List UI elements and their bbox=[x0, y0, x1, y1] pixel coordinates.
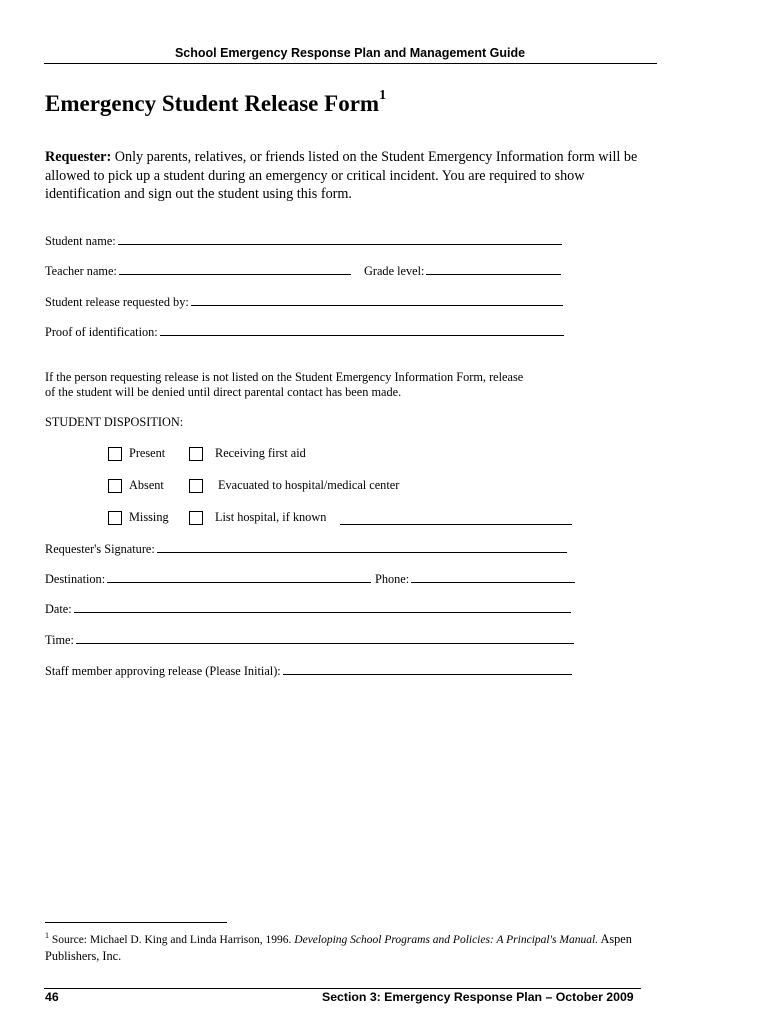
missing-label: Missing bbox=[129, 510, 169, 524]
release-note-line2: of the student will be denied until direct parental contact has been made. bbox=[45, 385, 402, 399]
list-hospital-label: List hospital, if known bbox=[215, 510, 327, 524]
student-name-label: Student name: bbox=[45, 234, 116, 248]
header-rule bbox=[44, 63, 657, 64]
grade-level-label: Grade level: bbox=[364, 264, 425, 278]
present-checkbox[interactable] bbox=[108, 447, 122, 461]
release-requested-label: Student release requested by: bbox=[45, 295, 189, 309]
staff-approval-line[interactable] bbox=[283, 663, 572, 675]
running-header: School Emergency Response Plan and Management Guide bbox=[174, 46, 526, 60]
intro-text: Only parents, relatives, or friends listed on the Student Emergency Information form will be allowed to pick up a student during an emergency or critical incident. You are required to show identification and sign out the student using this form. bbox=[45, 149, 638, 203]
time-label: Time: bbox=[45, 633, 74, 647]
footer-section: Section 3: Emergency Response Plan – October 2009 bbox=[322, 990, 634, 1004]
grade-level-row bbox=[364, 263, 561, 279]
destination-label: Destination: bbox=[45, 572, 106, 586]
signature-row bbox=[45, 541, 567, 557]
teacher-name-line[interactable] bbox=[119, 263, 351, 275]
student-name-line[interactable] bbox=[118, 233, 562, 245]
page-number: 46 bbox=[45, 990, 59, 1004]
release-note-line1: If the person requesting release is not listed on the Student Emergency Information Form, release bbox=[45, 370, 524, 384]
release-requested-line[interactable] bbox=[191, 294, 563, 306]
destination-line[interactable] bbox=[107, 571, 371, 583]
footnote-book: Developing School Programs and Policies: A Principal's Manual. bbox=[294, 933, 599, 946]
staff-approval-label: Staff member approving release (Please Initial): bbox=[45, 664, 281, 678]
intro-lead: Requester: bbox=[45, 149, 112, 165]
page-title bbox=[45, 88, 387, 117]
date-line[interactable] bbox=[74, 601, 571, 613]
first-aid-label: Receiving first aid bbox=[215, 446, 306, 460]
absent-label: Absent bbox=[129, 478, 164, 492]
evacuated-checkbox[interactable] bbox=[189, 479, 203, 493]
footnote-source: Source: Michael D. King and Linda Harrison, 1996. bbox=[49, 933, 295, 946]
absent-checkbox[interactable] bbox=[108, 479, 122, 493]
footer-rule bbox=[44, 988, 641, 989]
release-note bbox=[45, 370, 605, 400]
proof-id-line[interactable] bbox=[160, 324, 564, 336]
proof-id-row bbox=[45, 324, 564, 340]
missing-checkbox[interactable] bbox=[108, 511, 122, 525]
staff-approval-row bbox=[45, 663, 572, 679]
footnote bbox=[45, 928, 655, 965]
footnote-mark: 1 bbox=[45, 931, 49, 940]
time-row bbox=[45, 632, 574, 648]
title-footnote-mark: 1 bbox=[379, 88, 387, 104]
phone-label: Phone: bbox=[375, 572, 410, 586]
date-label: Date: bbox=[45, 602, 72, 616]
footnote-publisher-b: Publishers, Inc. bbox=[45, 948, 122, 963]
teacher-name-row bbox=[45, 263, 351, 279]
phone-row bbox=[375, 571, 575, 587]
release-requested-row bbox=[45, 294, 563, 310]
present-label: Present bbox=[129, 446, 166, 460]
destination-row bbox=[45, 571, 371, 587]
disposition-heading: STUDENT DISPOSITION: bbox=[45, 415, 184, 429]
footnote-publisher-a: Aspen bbox=[598, 931, 632, 946]
phone-line[interactable] bbox=[411, 571, 575, 583]
evacuated-label: Evacuated to hospital/medical center bbox=[218, 478, 400, 492]
intro-paragraph bbox=[45, 148, 645, 204]
footnote-rule bbox=[45, 922, 227, 923]
grade-level-line[interactable] bbox=[426, 263, 561, 275]
proof-id-label: Proof of identification: bbox=[45, 325, 158, 339]
teacher-name-label: Teacher name: bbox=[45, 264, 117, 278]
signature-line[interactable] bbox=[157, 541, 567, 553]
first-aid-checkbox[interactable] bbox=[189, 447, 203, 461]
signature-label: Requester's Signature: bbox=[45, 542, 155, 556]
list-hospital-checkbox[interactable] bbox=[189, 511, 203, 525]
time-line[interactable] bbox=[76, 632, 574, 644]
hospital-line[interactable] bbox=[340, 524, 572, 525]
student-name-row bbox=[45, 233, 562, 249]
title-text: Emergency Student Release Form bbox=[45, 91, 380, 116]
date-row bbox=[45, 601, 571, 617]
